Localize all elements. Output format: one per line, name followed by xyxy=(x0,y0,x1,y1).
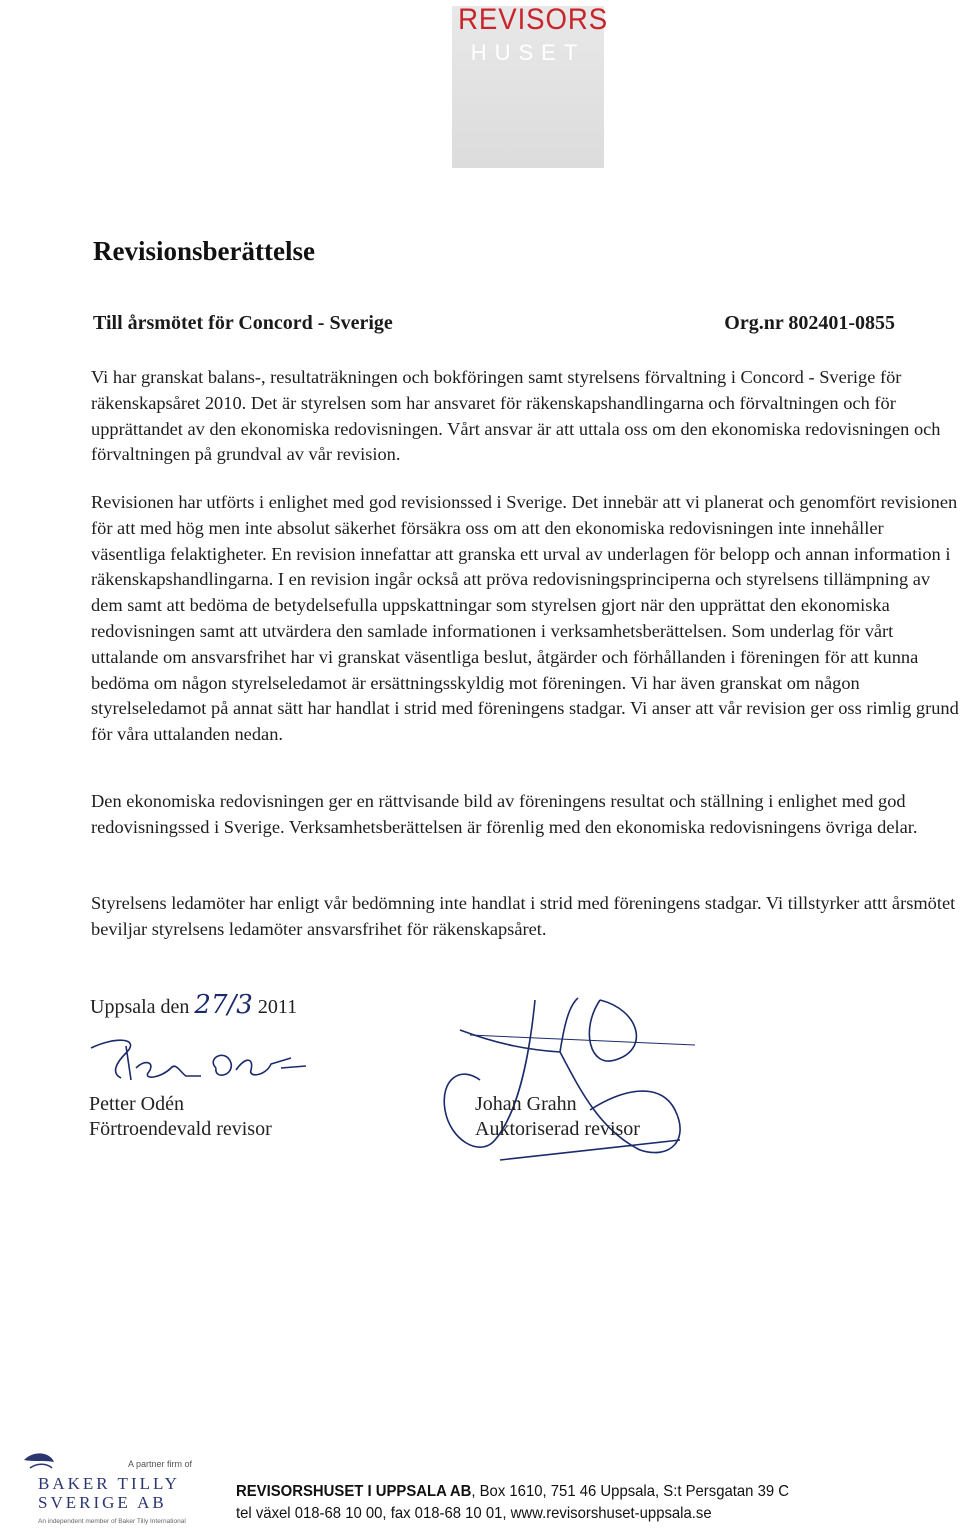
paragraph-scope: Vi har granskat balans-, resultaträkningen och bokföringen samt styrelsens förvaltning i Concord - Sverige för räkenskapsåret 2010. Det är styrelsen som har ansvaret för räkenskapshandlingarna och förvaltningen och för upprättandet av den ekonomiska redovisningen. Vårt ansvar är att uttala oss om den ekonomiska redovisningen och förvaltningen på grundval av vår revision. xyxy=(91,367,941,465)
place-date-prefix: Uppsala den xyxy=(90,996,190,1018)
org-number: Org.nr 802401-0855 xyxy=(724,312,895,334)
paragraph-discharge: Styrelsens ledamöter har enligt vår bedömning inte handlat i strid med föreningens stadgar. Vi tillstyrker attt årsmötet beviljar styrelsens ledamöter ansvarsfrihet för räkenskapsåret. xyxy=(91,893,956,939)
company-name: REVISORSHUSET I UPPSALA AB xyxy=(236,1483,472,1500)
addressee: Till årsmötet för Concord - Sverige xyxy=(93,312,393,334)
signer-1-name: Petter Odén xyxy=(89,1093,184,1115)
page-title: Revisionsberättelse xyxy=(93,236,315,266)
revisorshuset-logo xyxy=(452,0,609,168)
brand-line-2: SVERIGE AB xyxy=(38,1493,167,1512)
paragraph-method: Revisionen har utförts i enlighet med god revisionssed i Sverige. Det innebär att vi planerat och genomfört revisionen för att med hög men inte absolut säkerhet försäkra oss om att den ekonomiska redovisningen inte innehåller väsentliga felaktigheter. En revision innefattar att granska ett urval av underlagen för belopp och annan information i räkenskapshandlingarna. I en revision ingår också att pröva redovisningsprinciperna och styrelsens tillämpning av dem samt att bedöma de betydelsefulla uppskattningar som styrelsen gjort när den upprättat den ekonomiska redovisningen samt att utvärdera den samlade informationen i verksamhetsberättelsen. Som underlag för vårt uttalande om ansvarsfrihet har vi granskat väsentliga beslut, åtgärder och förhållanden i föreningen för att kunna bedöma om någon styrelseledamot är ersättningsskyldig mot föreningen. Vi har även granskat om någon styrelseledamot på annat sätt har handlat i strid med föreningens stadgar. Vi anser att vår revision ger oss rimlig grund för våra uttalanden nedan. xyxy=(91,492,959,745)
paragraph-opinion: Den ekonomiska redovisningen ger en rättvisande bild av föreningens resultat och ställning i enlighet med god redovisningssed i Sverige. Verksamhetsberättelsen är förenlig med den ekonomiska redovisningens övriga delar. xyxy=(91,791,918,837)
brand-line-1: BAKER TILLY xyxy=(38,1474,180,1493)
signer-2-title: Auktoriserad revisor xyxy=(475,1118,640,1140)
handwritten-date: 27/3 xyxy=(194,990,253,1020)
independent-note: An independent member of Baker Tilly International xyxy=(38,1518,186,1525)
footer-contact: tel växel 018-68 10 00, fax 018-68 10 01, www.revisorshuset-uppsala.se xyxy=(236,1505,712,1522)
postal-address: , Box 1610, 751 46 Uppsala, S:t Persgatan 39 C xyxy=(471,1483,790,1500)
addressee-line xyxy=(93,312,895,340)
signer-2-name: Johan Grahn xyxy=(475,1093,577,1115)
place-date xyxy=(90,990,297,1020)
signature-johan-grahn xyxy=(440,990,700,1180)
signature-petter-oden xyxy=(86,1028,326,1088)
partner-note: A partner firm of xyxy=(128,1459,193,1469)
footer-address xyxy=(236,1483,789,1501)
year: 2011 xyxy=(257,996,298,1018)
logo-wordmark-bottom: HUSET xyxy=(470,40,586,65)
signer-1-title: Förtroendevald revisor xyxy=(89,1118,272,1140)
logo-wordmark-top: REVISORS xyxy=(458,3,609,36)
